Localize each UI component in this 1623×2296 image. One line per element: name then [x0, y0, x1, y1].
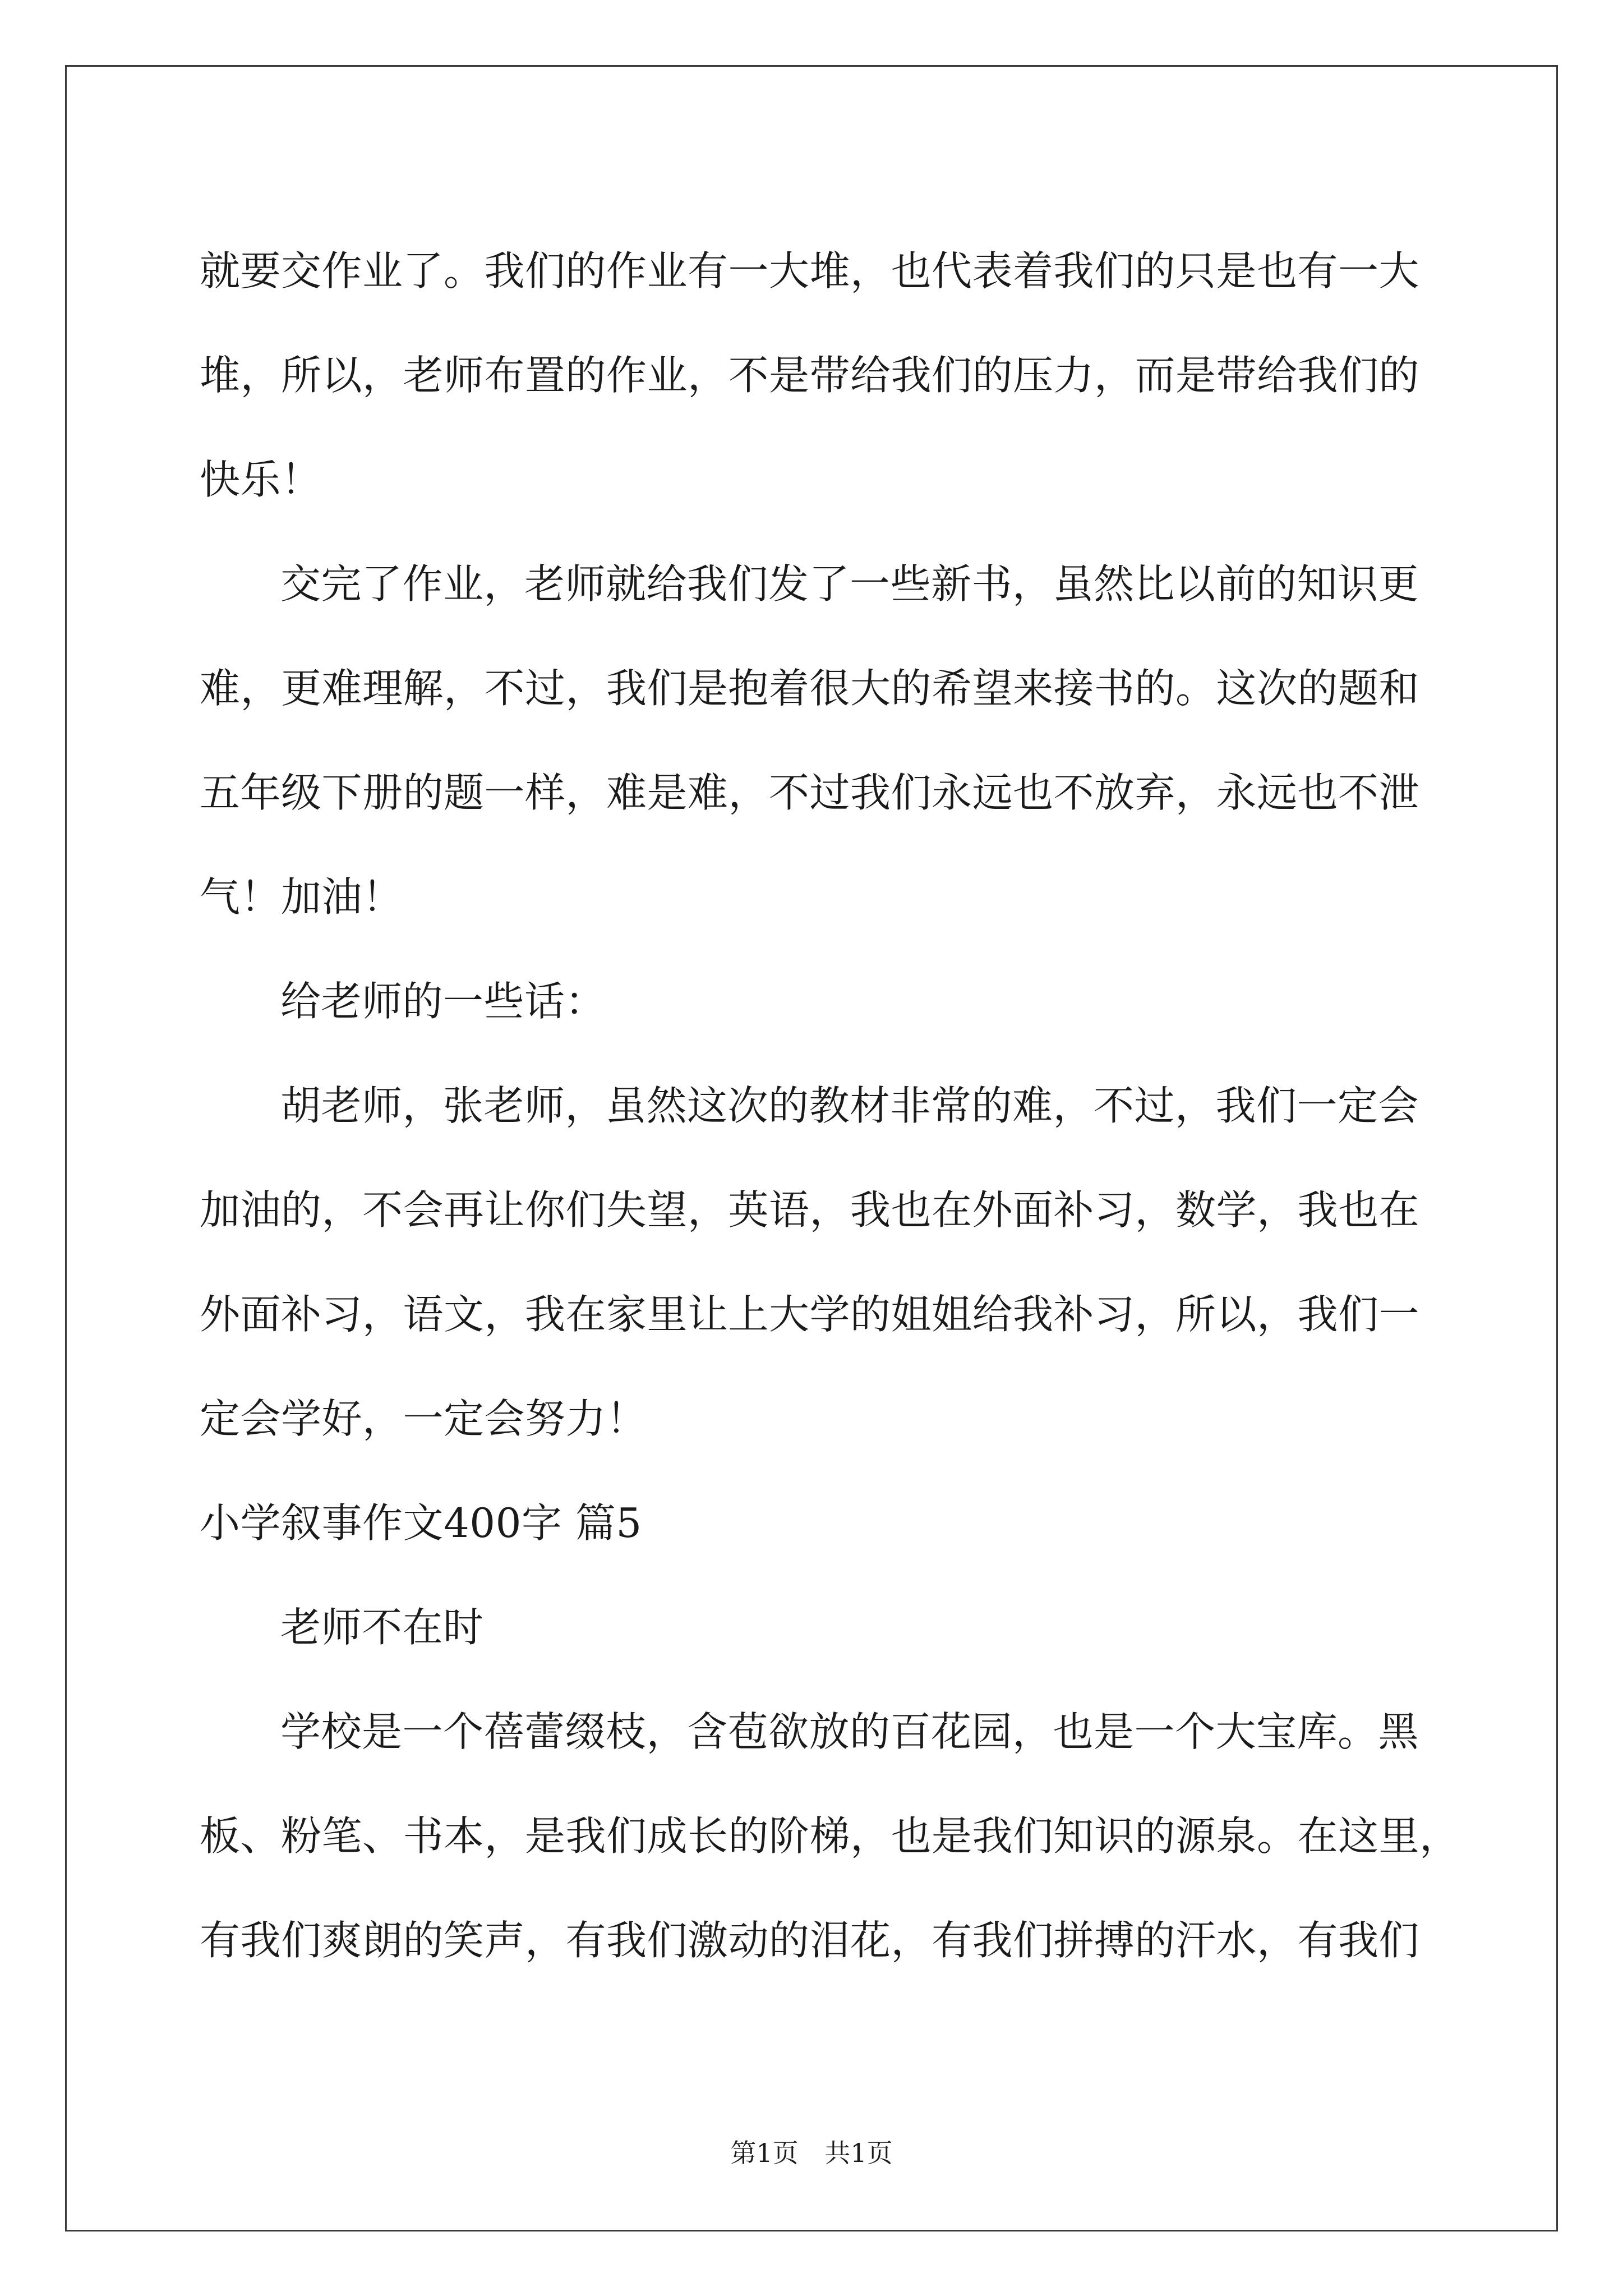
text-line-7: 气！加油！: [200, 873, 403, 921]
text-line-15: 学校是一个蓓蕾缀枝，含苞欲放的百花园，也是一个大宝库。黑: [280, 1708, 1419, 1755]
page-footer: [0, 2136, 1623, 2170]
text-line-10: 加油的，不会再让你们失望，英语，我也在外面补习，数学，我也在: [200, 1186, 1420, 1234]
text-line-5: 难，更难理解，不过，我们是抱着很大的希望来接书的。这次的题和: [200, 665, 1420, 712]
text-line-12: 定会学好，一定会努力！: [200, 1395, 647, 1442]
text-line-4: 交完了作业，老师就给我们发了一些新书，虽然比以前的知识更: [280, 560, 1419, 608]
page-total: 共1页: [824, 2138, 893, 2168]
text-line-2: 堆，所以，老师布置的作业，不是带给我们的压力，而是带给我们的: [200, 352, 1420, 399]
text-line-9: 胡老师，张老师，虽然这次的教材非常的难，不过，我们一定会: [280, 1082, 1419, 1129]
text-line-8: 给老师的一些话：: [280, 978, 606, 1025]
text-line-17: 有我们爽朗的笑声，有我们激动的泪花，有我们拼搏的汗水，有我们: [200, 1917, 1420, 1964]
text-line-16: 板、粉笔、书本，是我们成长的阶梯，也是我们知识的源泉。在这里，: [200, 1812, 1460, 1860]
text-line-6: 五年级下册的题一样，难是难，不过我们永远也不放弃，永远也不泄: [200, 769, 1420, 816]
page-number: 第1页: [730, 2138, 799, 2168]
section-heading: 小学叙事作文400字 篇5: [200, 1499, 642, 1547]
article-title: 老师不在时: [280, 1604, 484, 1651]
text-line-11: 外面补习，语文，我在家里让上大学的姐姐给我补习，所以，我们一: [200, 1291, 1420, 1338]
document-body: [200, 219, 1460, 1993]
text-line-1: 就要交作业了。我们的作业有一大堆，也代表着我们的只是也有一大: [200, 247, 1420, 295]
text-line-3: 快乐！: [200, 456, 322, 503]
